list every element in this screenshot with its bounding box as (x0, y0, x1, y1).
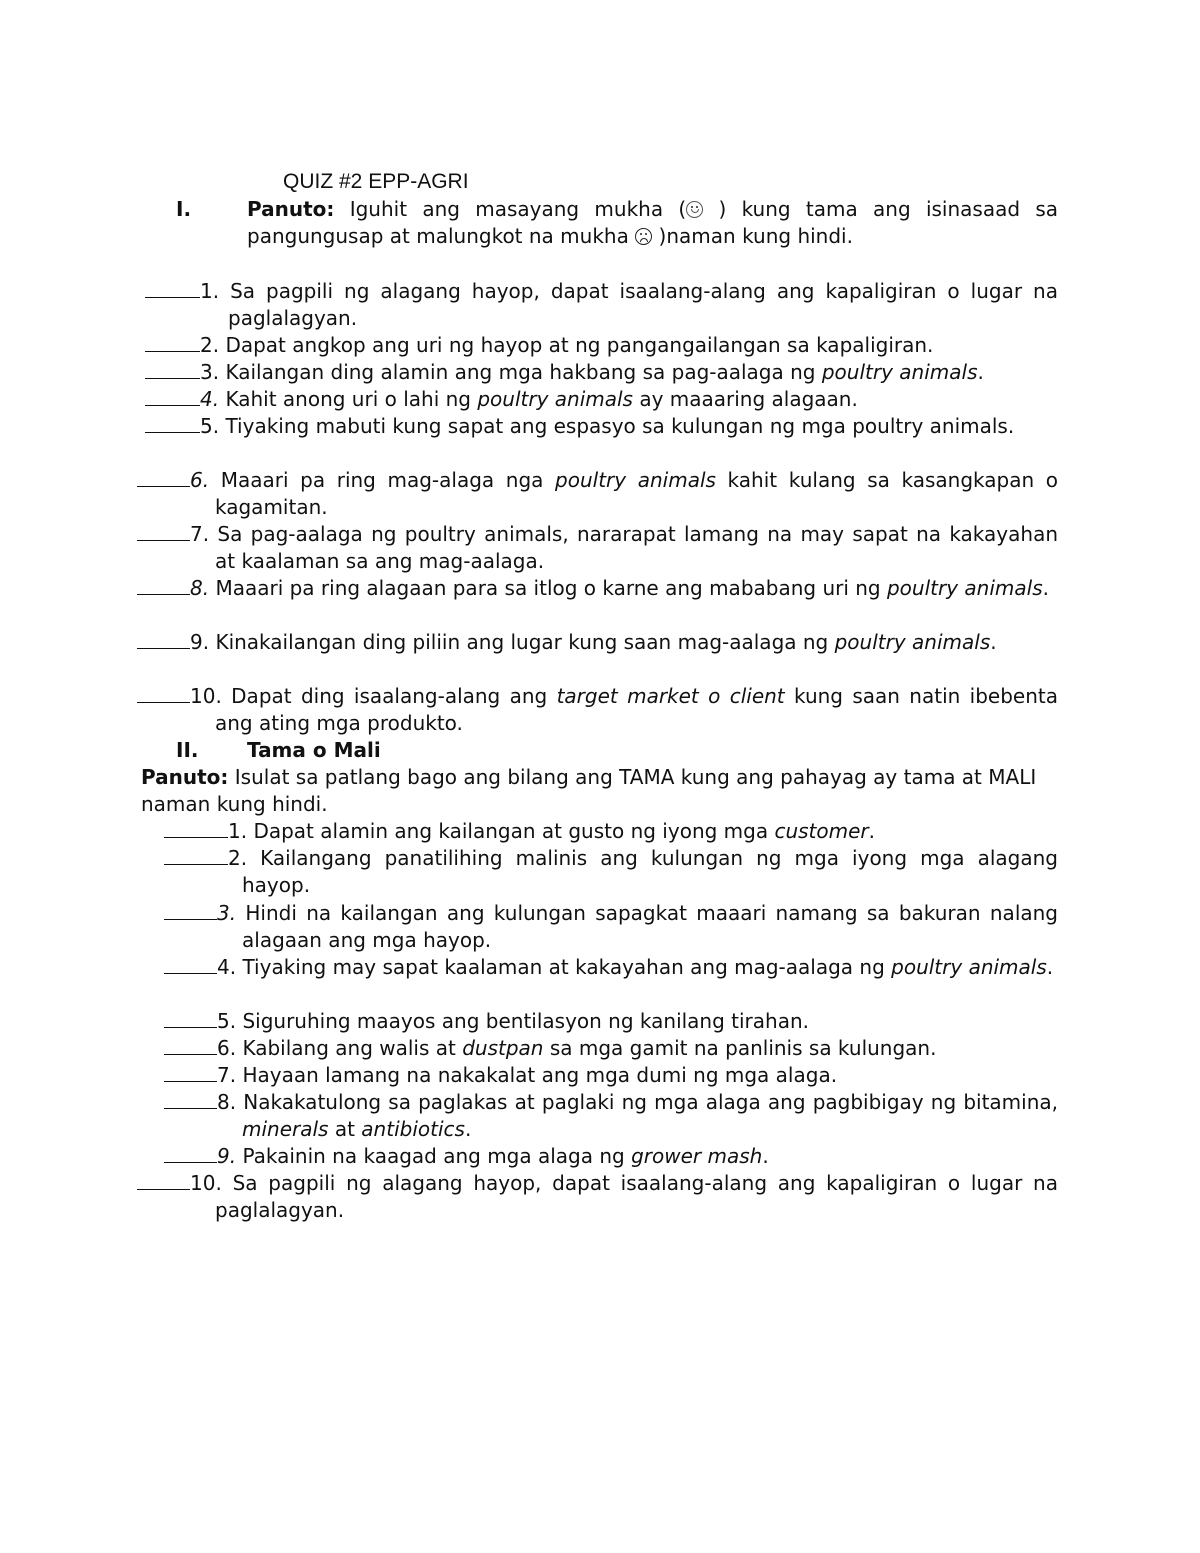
answer-blank[interactable] (164, 1007, 217, 1028)
question-text: at (328, 1117, 362, 1142)
question-number: 4. (217, 955, 237, 979)
quiz-title: QUIZ #2 EPP-AGRI (283, 170, 469, 193)
question-text: sa mga gamit na panlinis sa kulungan. (543, 1036, 937, 1060)
question-text: Maaari pa ring alagaan para sa itlog o karne ang mababang uri ng (209, 576, 887, 600)
answer-blank[interactable] (164, 1061, 217, 1082)
sec1-question-7 (137, 520, 1058, 575)
question-number: 6. (190, 468, 210, 492)
sec2-question-7 (164, 1061, 1058, 1089)
question-number: 9. (217, 1144, 237, 1168)
question-text: Dapat ding isaalang-alang ang (221, 684, 557, 708)
answer-blank[interactable] (137, 466, 190, 487)
sec2-question-5 (164, 1007, 1058, 1035)
question-number: 10. (190, 684, 222, 708)
answer-blank[interactable] (164, 953, 217, 974)
question-text: Kabilang ang walis at (236, 1036, 463, 1060)
question-text: Kailangang panatilihing malinis ang kulungan ng mga iyong mga alagang hayop. (242, 846, 1058, 898)
italic-term: antibiotics (361, 1117, 465, 1142)
question-text: . (762, 1144, 769, 1168)
question-text: Dapat angkop ang uri ng hayop at ng pangangailangan sa kapaligiran. (219, 333, 934, 357)
question-text: Sa pagpili ng alagang hayop, dapat isaalang-alang ang kapaligiran o lugar na paglalagyan. (215, 1171, 1058, 1223)
panuto-label: Panuto: (141, 765, 229, 789)
answer-blank[interactable] (164, 844, 228, 865)
sec2-question-2 (164, 844, 1058, 899)
question-text: Maaari pa ring mag-alaga nga (209, 468, 556, 492)
section-1-number: I. (176, 197, 192, 221)
question-text: . (464, 1117, 472, 1142)
sec1-question-4 (145, 385, 1058, 413)
sec1-question-6 (137, 466, 1058, 521)
italic-term: poultry animals (821, 360, 978, 384)
answer-blank[interactable] (164, 817, 228, 838)
question-number: 5. (200, 414, 220, 438)
question-number: 1. (228, 819, 248, 843)
sec2-question-3 (164, 899, 1058, 954)
sec2-question-1 (164, 817, 1058, 845)
italic-term: poultry animals (886, 576, 1043, 600)
answer-blank[interactable] (164, 1142, 217, 1163)
question-number: 7. (217, 1063, 237, 1087)
question-text: . (1042, 576, 1049, 600)
frowning-face-icon (635, 228, 652, 245)
answer-blank[interactable] (164, 1088, 217, 1109)
question-number: 7. (190, 522, 210, 546)
question-number: 1. (200, 279, 220, 303)
question-text: ay maaaring alagaan. (632, 387, 858, 411)
question-number: 3. (200, 360, 220, 384)
smiley-face-icon (686, 201, 703, 218)
italic-term: poultry animals (834, 630, 991, 654)
italic-term: dustpan (462, 1036, 544, 1060)
italic-term: poultry animals (477, 387, 633, 411)
question-text: Kinakailangan ding piliin ang lugar kung saan mag-aalaga ng (209, 630, 835, 654)
question-number: 10. (190, 1171, 222, 1195)
answer-blank[interactable] (145, 277, 200, 298)
section-2-number: II. (176, 738, 199, 762)
answer-blank[interactable] (145, 358, 200, 379)
sec1-question-3 (145, 358, 1058, 386)
answer-blank[interactable] (137, 682, 190, 703)
question-number: 9. (190, 630, 210, 654)
section-1-instructions (247, 196, 1058, 250)
question-text: Tiyaking mabuti kung sapat ang espasyo sa kulungan ng mga poultry animals. (219, 414, 1015, 438)
question-text: kung saan natin ibebenta ang ating mga produkto. (215, 684, 1058, 736)
answer-blank[interactable] (164, 1034, 217, 1055)
answer-blank[interactable] (145, 331, 200, 352)
question-text: . (868, 819, 876, 843)
sec1-question-5 (145, 412, 1058, 440)
answer-blank[interactable] (137, 628, 190, 649)
question-text: Tiyaking may sapat kaalaman at kakayahan ang mag-aalaga ng (236, 955, 892, 979)
question-text: Siguruhing maayos ang bentilasyon ng kanilang tirahan. (236, 1009, 810, 1033)
italic-term: target market o client (556, 684, 785, 708)
question-text: Hayaan lamang na nakakalat ang mga dumi ng mga alaga. (236, 1063, 838, 1087)
section-2-instructions (141, 764, 1056, 818)
italic-term: poultry animals (891, 955, 1047, 979)
sec2-question-4 (164, 953, 1058, 981)
italic-term: grower mash (631, 1144, 763, 1168)
question-text: Sa pag-aalaga ng poultry animals, nararapat lamang na may sapat na kakayahan at kaalaman sa ang mag-aalaga. (209, 522, 1058, 574)
answer-blank[interactable] (164, 899, 217, 920)
question-number: 8. (217, 1090, 237, 1114)
question-text: Nakakatulong sa paglakas at paglaki ng mga alaga ang pagbibigay ng bitamina, (236, 1090, 1058, 1114)
sec2-question-9 (164, 1142, 1058, 1170)
section-2-title: Tama o Mali (247, 738, 381, 762)
question-text: Hindi na kailangan ang kulungan sapagkat maaari namang sa bakuran nalang alagaan ang mga hayop. (236, 901, 1058, 953)
question-number: 3. (217, 901, 237, 925)
answer-blank[interactable] (145, 412, 200, 433)
question-number: 5. (217, 1009, 237, 1033)
question-number: 8. (190, 576, 210, 600)
sec2-question-10 (137, 1169, 1058, 1224)
question-text: Sa pagpili ng alagang hayop, dapat isaalang-alang ang kapaligiran o lugar na paglalagyan. (219, 279, 1058, 331)
sec2-question-6 (164, 1034, 1058, 1062)
sec1-question-9 (137, 628, 1058, 656)
italic-term: customer (774, 819, 869, 843)
question-text: . (977, 360, 984, 384)
question-number: 6. (217, 1036, 237, 1060)
question-number: 2. (228, 846, 248, 870)
question-number: 4. (200, 387, 220, 411)
sec2-question-8 (164, 1088, 1058, 1143)
answer-blank[interactable] (137, 1169, 190, 1190)
question-text: Kahit anong uri o lahi ng (219, 387, 478, 411)
instruction-text: )naman kung hindi. (652, 224, 853, 249)
instruction-text: Iguhit ang masayang mukha ( (334, 197, 687, 221)
instruction-text: ) kung tama ang isinasaad sa pangungusap at malungkot na mukha (247, 197, 1059, 249)
question-number: 2. (200, 333, 220, 357)
sec1-question-1 (145, 277, 1058, 332)
instruction-text: Isulat sa patlang bago ang bilang ang TAMA kung ang pahayag ay tama at MALI naman kung hindi. (141, 765, 1037, 817)
panuto-label: Panuto: (247, 197, 335, 221)
sec1-question-10 (137, 682, 1058, 737)
answer-blank[interactable] (137, 574, 190, 595)
question-text: Kailangan ding alamin ang mga hakbang sa pag-aalaga ng (219, 360, 822, 384)
answer-blank[interactable] (137, 520, 190, 541)
question-text: Dapat alamin ang kailangan at gusto ng iyong mga (247, 819, 775, 843)
question-text: . (1046, 955, 1054, 979)
sec1-question-2 (145, 331, 1058, 359)
italic-term: minerals (242, 1117, 329, 1142)
question-text: Pakainin na kaagad ang mga alaga ng (236, 1144, 632, 1168)
italic-term: poultry animals (555, 468, 716, 492)
answer-blank[interactable] (145, 385, 200, 406)
question-text: kahit kulang sa kasangkapan o kagamitan. (215, 468, 1058, 520)
sec1-question-8 (137, 574, 1058, 602)
question-text: . (990, 630, 997, 654)
